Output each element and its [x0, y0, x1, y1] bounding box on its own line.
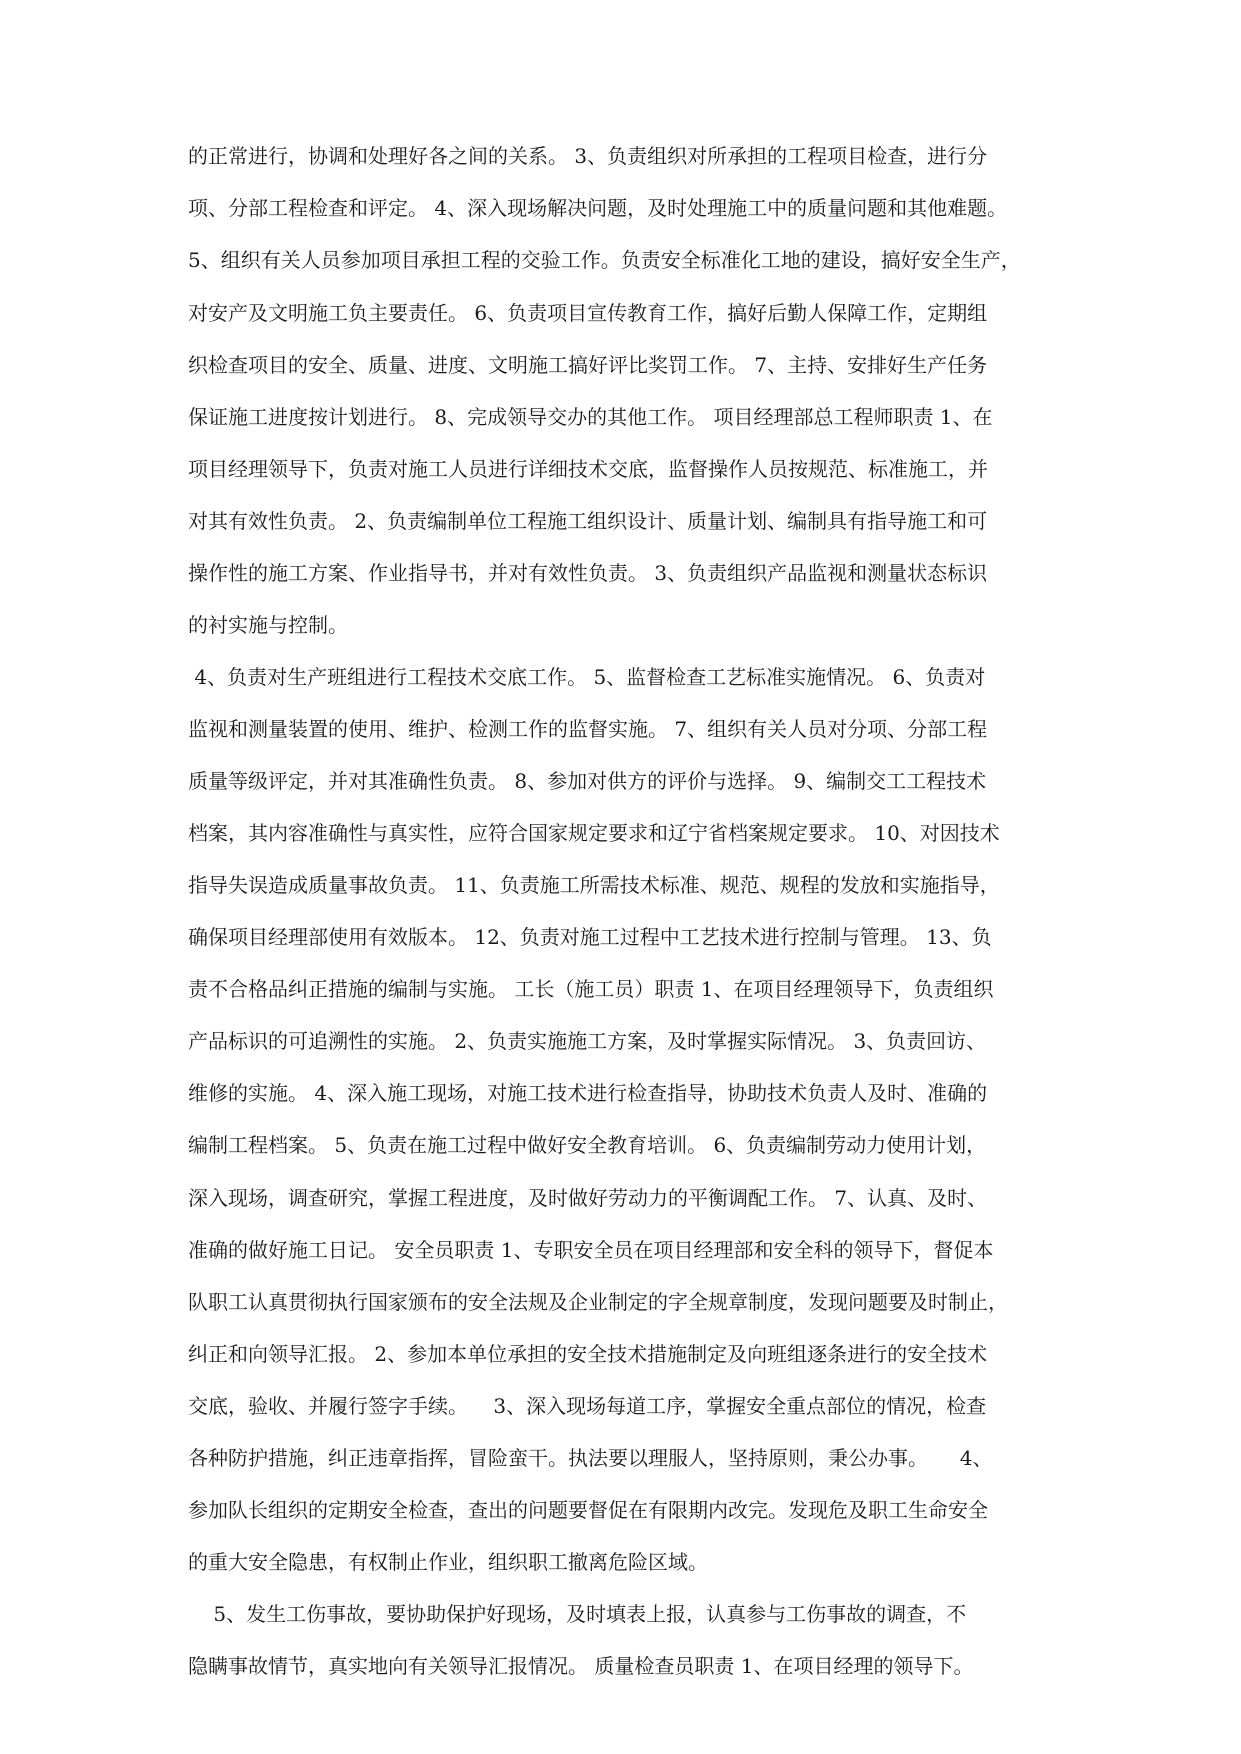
text-line: 隐瞒事故情节，真实地向有关领导汇报情况。 质量检查员职责 1、在项目经理的领导下。: [188, 1654, 974, 1678]
text-line: 交底，验收、并履行签字手续。 3、深入现场每道工序，掌握安全重点部位的情况，检查: [188, 1394, 987, 1418]
text-line: 准确的做好施工日记。 安全员职责 1、专职安全员在项目经理部和安全科的领导下，督促本: [188, 1238, 994, 1262]
text-line: 5、组织有关人员参加项目承担工程的交验工作。负责安全标准化工地的建设，搞好安全生产，: [188, 248, 1021, 272]
text-line: 维修的实施。 4、深入施工现场，对施工技术进行检查指导，协助技术负责人及时、准确的: [188, 1081, 988, 1105]
text-line: 质量等级评定，并对其准确性负责。 8、参加对供方的评价与选择。 9、编制交工工程技术: [188, 769, 987, 793]
text-line: 的重大安全隐患，有权制止作业，组织职工撤离危险区域。: [188, 1550, 708, 1574]
text-line: 对其有效性负责。 2、负责编制单位工程施工组织设计、质量计划、编制具有指导施工和可: [188, 509, 988, 533]
text-line: 深入现场，调查研究，掌握工程进度，及时做好劳动力的平衡调配工作。 7、认真、及时、: [188, 1186, 988, 1210]
text-line: 的正常进行，协调和处理好各之间的关系。 3、负责组织对所承担的工程项目检查，进行分: [188, 144, 988, 168]
text-line: 监视和测量装置的使用、维护、检测工作的监督实施。 7、组织有关人员对分项、分部工程: [188, 717, 988, 741]
text-line: 操作性的施工方案、作业指导书，并对有效性负责。 3、负责组织产品监视和测量状态标识: [188, 561, 988, 585]
text-line: 保证施工进度按计划进行。 8、完成领导交办的其他工作。 项目经理部总工程师职责 1、在: [188, 405, 993, 429]
text-line: 织检查项目的安全、质量、进度、文明施工搞好评比奖罚工作。 7、主持、安排好生产任务: [188, 353, 988, 377]
text-line: 责不合格品纠正措施的编制与实施。 工长（施工员）职责 1、在项目经理领导下，负责组织: [188, 977, 994, 1001]
text-line: 档案，其内容准确性与真实性，应符合国家规定要求和辽宁省档案规定要求。 10、对因技术: [188, 821, 1000, 845]
text-line: 队职工认真贯彻执行国家颁布的安全法规及企业制定的字全规章制度，发现问题要及时制止，: [188, 1290, 1008, 1314]
text-line: 纠正和向领导汇报。 2、参加本单位承担的安全技术措施制定及向班组逐条进行的安全技术: [188, 1342, 988, 1366]
text-line: 的衬实施与控制。: [188, 613, 348, 637]
text-line: 参加队长组织的定期安全检查，查出的问题要督促在有限期内改完。发现危及职工生命安全: [188, 1498, 988, 1522]
text-line: 5、发生工伤事故，要协助保护好现场，及时填表上报，认真参与工伤事故的调查，不: [188, 1602, 967, 1626]
text-line: 项目经理领导下，负责对施工人员进行详细技术交底，监督操作人员按规范、标准施工，并: [188, 457, 988, 481]
text-line: 编制工程档案。 5、负责在施工过程中做好安全教育培训。 6、负责编制劳动力使用计划，: [188, 1133, 987, 1157]
text-line: 各种防护措施，纠正违章指挥，冒险蛮干。执法要以理服人，坚持原则，秉公办事。 4、: [188, 1446, 993, 1470]
text-line: 4、负责对生产班组进行工程技术交底工作。 5、监督检查工艺标准实施情况。 6、负责对: [188, 665, 986, 689]
text-line: 对安产及文明施工负主要责任。 6、负责项目宣传教育工作，搞好后勤人保障工作，定期组: [188, 301, 988, 325]
text-line: 确保项目经理部使用有效版本。 12、负责对施工过程中工艺技术进行控制与管理。 13、负: [188, 925, 992, 949]
text-line: 指导失误造成质量事故负责。 11、负责施工所需技术标准、规范、规程的发放和实施指导，: [188, 873, 1000, 897]
text-line: 产品标识的可追溯性的实施。 2、负责实施施工方案，及时掌握实际情况。 3、负责回访、: [188, 1029, 987, 1053]
text-line: 项、分部工程检查和评定。 4、深入现场解决问题，及时处理施工中的质量问题和其他难题。: [188, 196, 1008, 220]
